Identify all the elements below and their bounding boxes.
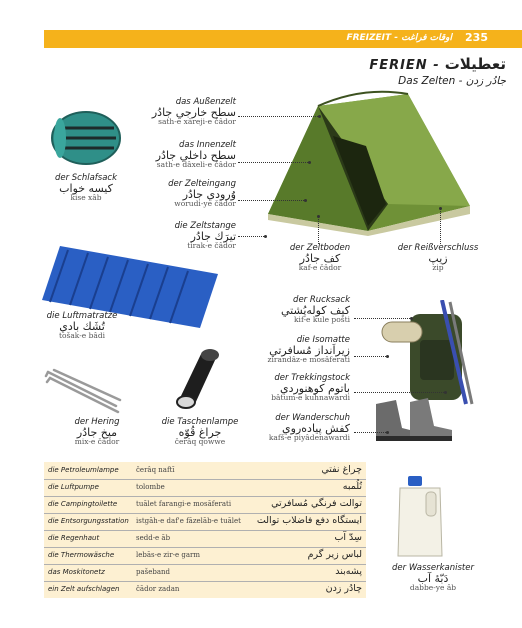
label-innenzelt: das Innenzelt سطح داخلي جادُر sath-e dâxeli-e čâdor [155, 140, 236, 170]
table-row: die Campingtoilette tuālet farangi-e mosāferati توالت فرنگي مُسافرتي [44, 496, 366, 514]
label-zeltboden: der Zeltboden كف جادُر kaf-e čâdor [289, 243, 351, 273]
leader-dot [386, 431, 389, 434]
leader-line [238, 236, 264, 237]
table-row: die Entsorgungsstation istgāh-e daf'e fāzelāb-e tuālet ايستگاه دفع فاضلاب توالت [44, 513, 366, 531]
tent-pegs-illustration [44, 366, 122, 416]
vocabulary-table [44, 462, 366, 598]
leader-line [354, 356, 386, 357]
leader-dot [318, 115, 321, 118]
title-german: FERIEN - [369, 58, 440, 73]
title-persian: تعطیلات [444, 55, 506, 73]
flashlight-illustration [166, 346, 224, 410]
label-schlafsack: der Schlafsack كيسه خواب kise xâb [54, 173, 118, 203]
leader-line [354, 392, 444, 393]
label-trekkingstock: der Trekkingstock باتوم كوهنوردي bâtum-e kuhnawardi [271, 373, 350, 403]
leader-dot [308, 161, 311, 164]
leader-line [440, 208, 441, 244]
table-row: das Moskitonetz pašeband پشه‌بند [44, 564, 366, 582]
label-wasserkanister: der Wasserkanister دَبّهٔ آب dabbe-ye âb [392, 563, 474, 593]
table-row: die Thermowäsche lebās-e zir-e garm لباس زير گرم [44, 547, 366, 565]
label-reissverschluss: der Reißverschluss زيپ zip [397, 243, 479, 273]
leader-line [238, 162, 308, 163]
label-luftmatratze: die Luftmatratze تُشَك بادي tošak-e bâdi [46, 311, 118, 341]
leader-line [238, 116, 318, 117]
table-row: die Regenhaut sedd-e āb سِدّ آب [44, 530, 366, 548]
tent-illustration [258, 86, 480, 236]
label-zelteingang: der Zelteingang وُرودي جادُر worudi-ye čâdor [168, 179, 236, 209]
table-row: die Luftpumpe tolombe تُلُمبه [44, 479, 366, 497]
page-title [369, 54, 506, 73]
leader-dot [304, 199, 307, 202]
table-row: ein Zelt aufschlagen čādor zadan چادُر زدن [48, 583, 362, 594]
leader-dot [439, 207, 442, 210]
page-subtitle: Das Zelten - جادُر زدن [398, 75, 506, 87]
page-number: 235 [465, 31, 488, 44]
leader-line [354, 432, 386, 433]
label-rucksack: der Rucksack كيف كوله‌پُشتي kif-e kule pošti [281, 295, 350, 325]
label-hering: der Hering ميخ جادُر mix-e čâdor [74, 417, 120, 447]
label-aussenzelt: das Außenzelt سطح خارجي جادُر sath-e xâreji-e čâdor [151, 97, 236, 127]
water-canister-illustration [394, 476, 446, 560]
label-taschenlampe: die Taschenlampe جراغ قُوّه čerâq qowwe [161, 417, 239, 447]
leader-line [318, 216, 319, 244]
section-title: FREIZEIT - اوقات فراغت [346, 33, 452, 43]
leader-line [238, 200, 304, 201]
label-wanderschuh: der Wanderschuh كفش پياده‌روي kafš-e piyâdenawardi [268, 413, 350, 443]
label-isomatte: die Isomatte زيراَنداز مُسافرتي zirandâz-e mosâferati [267, 335, 350, 365]
leader-dot [386, 355, 389, 358]
leader-dot [317, 215, 320, 218]
leader-dot [264, 235, 267, 238]
table-row: die Petroleumlampe čerâq naftī چراغ نفتي [44, 462, 366, 480]
hiking-boots-illustration [372, 394, 456, 444]
leader-dot [444, 391, 447, 394]
leader-line [354, 318, 410, 319]
label-zeltstange: die Zeltstange تيرَك جادُر tirak-e čâdor [174, 221, 236, 251]
sleeping-bag-illustration [48, 104, 124, 170]
leader-dot [410, 317, 413, 320]
